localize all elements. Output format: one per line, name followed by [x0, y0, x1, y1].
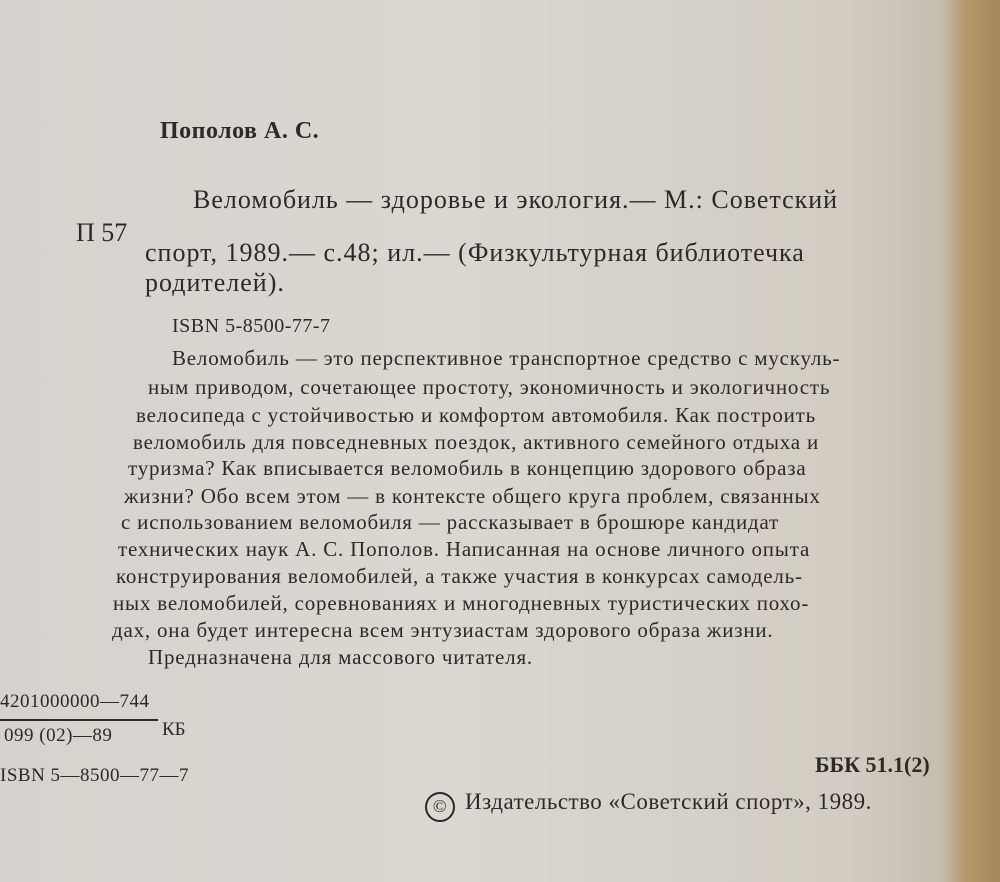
- copyright-line: [425, 789, 872, 822]
- abstract-line: Веломобиль — это перспективное транспортное средство с мускуль-: [172, 346, 841, 370]
- author-name: Пополов А. С.: [160, 118, 320, 144]
- title-line: родителей).: [145, 268, 285, 297]
- call-code: П 57: [76, 218, 128, 247]
- pub-code-suffix: КБ: [162, 719, 186, 740]
- abstract-line: Предназначена для массового читателя.: [148, 645, 533, 669]
- abstract-line: с использованием веломобиля — рассказывает в брошюре кандидат: [121, 510, 780, 534]
- abstract-line: велосипеда с устойчивостью и комфортом автомобиля. Как построить: [136, 403, 817, 427]
- copyright-text: Издательство «Советский спорт», 1989.: [465, 789, 872, 814]
- copyright-icon: ©: [425, 792, 455, 822]
- abstract-line: жизни? Обо всем этом — в контексте общего круга проблем, связанных: [124, 484, 821, 508]
- page-edge: [942, 0, 1000, 882]
- abstract-line: технических наук А. С. Пополов. Написанная на основе личного опыта: [118, 537, 811, 561]
- abstract-line: ных веломобилей, соревнованиях и многодневных туристических похо-: [113, 591, 810, 615]
- pub-code-numerator: 4201000000—744: [0, 691, 150, 712]
- abstract-line: туризма? Как вписывается веломобиль в концепцию здорового образа: [128, 456, 807, 480]
- isbn: ISBN 5-8500-77-7: [172, 315, 331, 337]
- abstract-line: ным приводом, сочетающее простоту, экономичность и экологичность: [148, 375, 831, 399]
- pub-code-denominator: 099 (02)—89: [4, 725, 113, 746]
- isbn-short: ISBN 5—8500—77—7: [0, 765, 190, 786]
- fraction-divider: [0, 719, 158, 721]
- bbk-index: ББК 51.1(2): [815, 752, 930, 777]
- abstract-line: дах, она будет интересна всем энтузиастам здорового образа жизни.: [112, 618, 774, 642]
- abstract-line: конструирования веломобилей, а также участия в конкурсах самодель-: [116, 564, 803, 588]
- abstract-line: веломобиль для повседневных поездок, активного семейного отдыха и: [133, 430, 819, 454]
- title-line: спорт, 1989.— с.48; ил.— (Физкультурная библиотечка: [145, 238, 805, 267]
- title-line: Веломобиль — здоровье и экология.— М.: Советский: [193, 185, 839, 214]
